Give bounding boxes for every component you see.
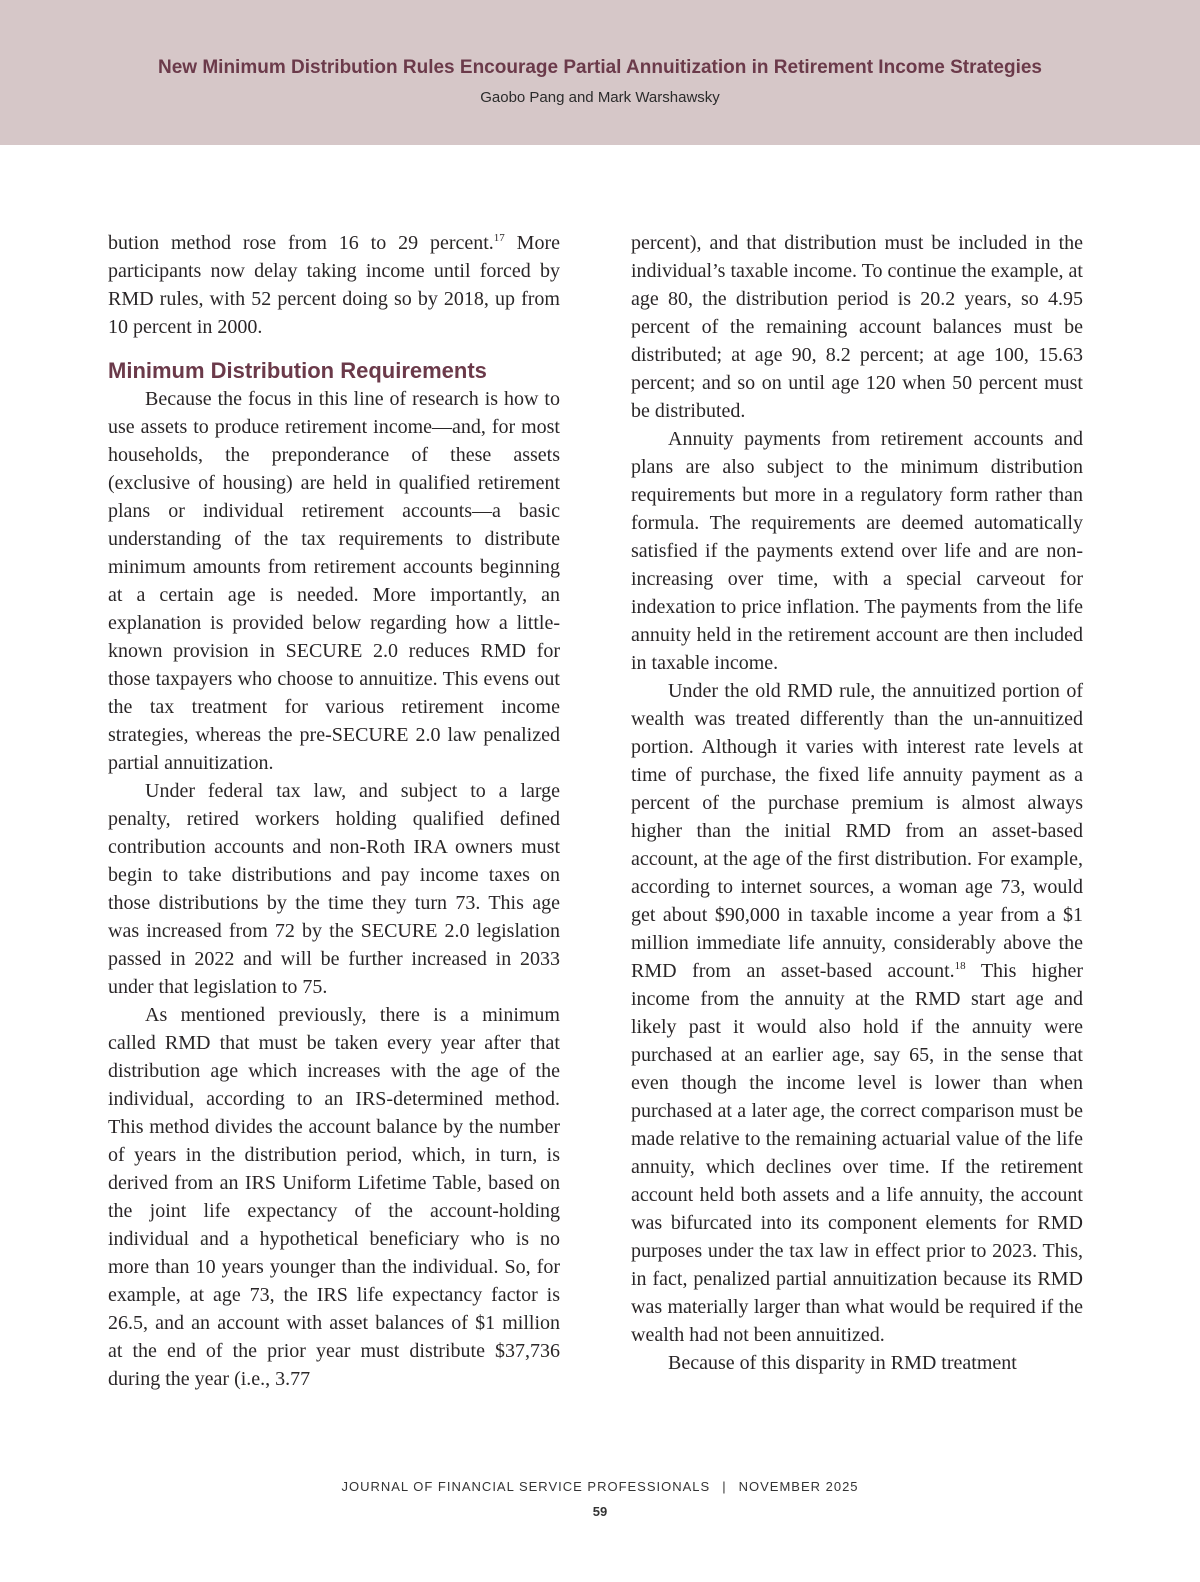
footnote-ref-18[interactable]: 18 — [954, 960, 966, 972]
page-footer — [0, 1479, 1200, 1494]
section-heading: Minimum Distribution Requirements — [108, 358, 487, 383]
issue-date: NOVEMBER 2025 — [738, 1479, 859, 1494]
paragraph: Annuity payments from retirement accounts and plans are also subject to the minimum distribution requirements but more in a regulatory form rather than formula. The requirements are deemed automatically satisfied if the payments extend over life and are non-increasing over time, with a special carveout for indexation to price inflation. The payments from the life annuity held in the retirement account are then included in taxable income. — [631, 428, 1083, 674]
paragraph-continued: percent), and that distribution must be included in the individual’s taxable income. To continue the example, at age 80, the distribution period is 20.2 years, so 4.95 percent of the remaining account balances must be distributed; at age 90, 8.2 percent; at age 100, 15.63 percent; and so on until age 120 when 50 percent must be distributed. — [631, 232, 1083, 422]
paragraph-text: Under the old RMD rule, the annuitized portion of wealth was treated differently than the un-annuitized portion. Although it varies with interest rate levels at time of purchase, the fixed life annuity payment as a percent of the purchase premium is almost always higher than the initial RMD from an asset-based account, at the age of the first distribution. For example, according to internet sources, a woman age 73, would get about $90,000 in taxable income a year from a $1 million immediate life annuity, considerably above the RMD from an asset-based account. — [631, 680, 1083, 982]
paragraph — [631, 677, 1083, 1349]
intro-text: bution method rose from 16 to 29 percent. — [108, 232, 494, 254]
page-number: 59 — [592, 1504, 608, 1519]
paragraph-text-continued: This higher income from the annuity at the RMD start age and likely past it would also hold if the annuity were purchased at an earlier age, say 65, in the sense that even though the income level is lower than when purchased at a later age, the correct comparison must be made relative to the remaining actuarial value of the life annuity, which declines over time. If the retirement account held both assets and a life annuity, the account was bifurcated into its component elements for RMD purposes under the tax law in effect prior to 2023. This, in fact, penalized partial annuitization because its RMD was materially larger than what would be required if the wealth had not been annuitized. — [631, 960, 1083, 1346]
right-column — [631, 229, 1083, 1377]
journal-name: JOURNAL OF FINANCIAL SERVICE PROFESSIONALS — [341, 1479, 711, 1494]
article-title: New Minimum Distribution Rules Encourage Partial Annuitization in Retirement Income Strategies — [158, 57, 1042, 78]
footer-separator: | — [722, 1479, 727, 1494]
running-header — [0, 0, 1200, 145]
paragraph: Under federal tax law, and subject to a large penalty, retired workers holding qualified defined contribution accounts and non-Roth IRA owners must begin to take distributions and pay income taxes on those distributions by the time they turn 73. This age was increased from 72 by the SECURE 2.0 legislation passed in 2022 and will be further increased in 2033 under that legislation to 75. — [108, 780, 560, 998]
intro-paragraph — [108, 229, 560, 341]
paragraph: Because the focus in this line of research is how to use assets to produce retirement income—and, for most households, the preponderance of these assets (exclusive of housing) are held in qualified retirement plans or individual retirement accounts—a basic understanding of the tax requirements to distribute minimum amounts from retirement accounts beginning at a certain age is needed. More importantly, an explanation is provided below regarding how a little-known provision in SECURE 2.0 reduces RMD for those taxpayers who choose to annuitize. This evens out the tax treatment for various retirement income strategies, whereas the pre-SECURE 2.0 law penalized partial annuitization. — [108, 388, 560, 774]
footnote-ref-17[interactable]: 17 — [493, 232, 505, 244]
left-column — [108, 229, 560, 1393]
paragraph: Because of this disparity in RMD treatment — [668, 1352, 1017, 1374]
article-authors: Gaobo Pang and Mark Warshawsky — [480, 89, 720, 106]
intro-text-continued: More participants now delay taking income until forced by RMD rules, with 52 percent doing so by 2018, up from 10 percent in 2000. — [108, 232, 560, 338]
paragraph: As mentioned previously, there is a minimum called RMD that must be taken every year after that distribution age which increases with the age of the individual, according to an IRS-determined method. This method divides the account balance by the number of years in the distribution period, which, in turn, is derived from an IRS Uniform Lifetime Table, based on the joint life expectancy of the account-holding individual and a hypothetical beneficiary who is no more than 10 years younger than the individual. So, for example, at age 73, the IRS life expectancy factor is 26.5, and an account with asset balances of $1 million at the end of the prior year must distribute $37,736 during the year (i.e., 3.77 — [108, 1004, 560, 1390]
